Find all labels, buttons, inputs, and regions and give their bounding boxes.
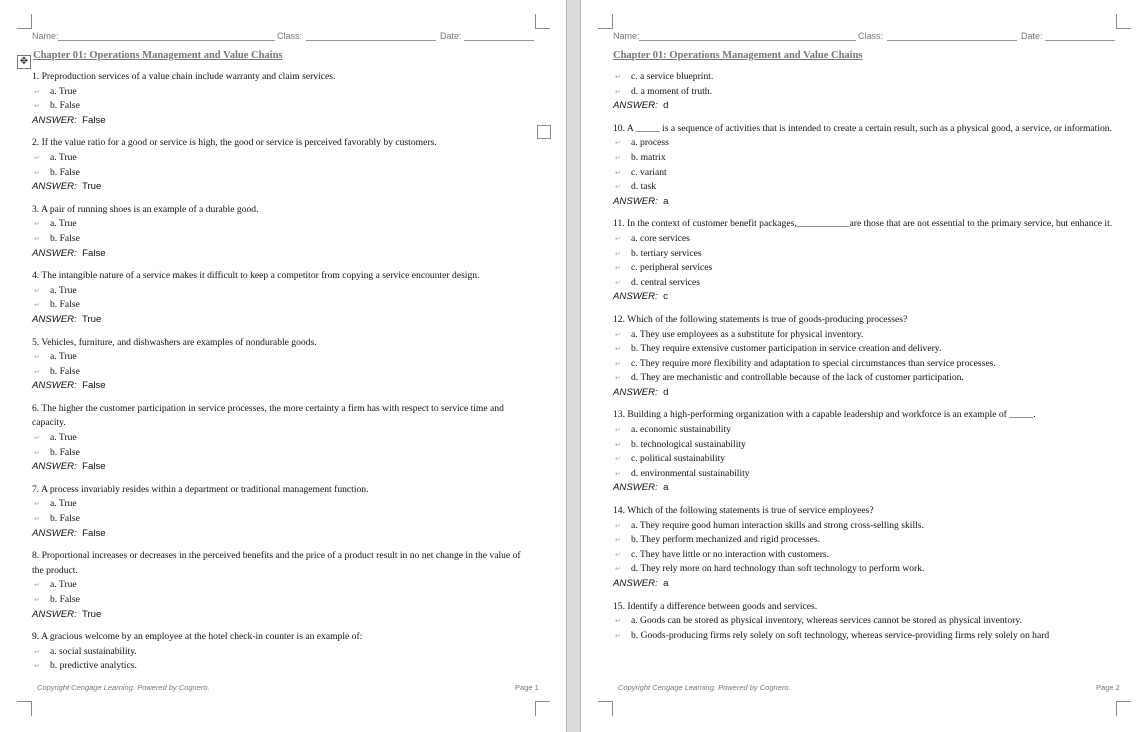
answer-option: ↵ d. They are mechanistic and controllable because of the lack of customer participation. — [613, 371, 1113, 386]
answer-value: a — [663, 578, 669, 589]
answer-option: ↵ b. predictive analytics. — [32, 659, 532, 674]
answer-option: ↵ d. They rely more on hard technology than soft technology to perform work. — [613, 562, 1113, 577]
corner-mark — [17, 14, 32, 29]
answer-label: ANSWER: — [32, 247, 77, 259]
class-label: Class: — [858, 31, 884, 41]
answer-line — [613, 290, 1113, 305]
answer-option: ↵ b. technological sustainability — [613, 438, 1113, 453]
name-line[interactable] — [58, 40, 275, 41]
answer-line — [32, 527, 532, 542]
footer-page-number: Page 1 — [515, 683, 539, 692]
answer-value: d — [663, 100, 669, 112]
answer-line — [32, 114, 532, 129]
question-text: 13. Building a high-performing organization with a capable leadership and workforce is an example of _____. — [613, 409, 1036, 421]
answer-value: False — [82, 380, 106, 392]
answer-label: ANSWER: — [32, 608, 77, 620]
question-list — [32, 70, 532, 674]
answer-option: ↵ c. They require more flexibility and adaptation to special circumstances than service processes. — [613, 357, 1113, 372]
answer-option: ↵ a. True — [32, 497, 532, 512]
page-header — [613, 31, 1118, 43]
question-text: 6. The higher the customer participation in service processes, the more certainty a firm has with respect to service time and capacity. — [32, 402, 504, 429]
corner-mark — [535, 701, 550, 716]
answer-line — [613, 195, 1113, 210]
answer-option: ↵ d. central services — [613, 276, 1113, 291]
corner-mark — [1116, 701, 1131, 716]
table-move-handle-icon[interactable]: ✥ — [17, 55, 31, 69]
answer-option: ↵ a. economic sustainability — [613, 423, 1113, 438]
question-text: 12. Which of the following statements is true of goods-producing processes? — [613, 313, 908, 325]
answer-line — [32, 608, 532, 623]
answer-line — [32, 313, 532, 328]
answer-option: ↵ d. task — [613, 180, 1113, 195]
answer-value: False — [82, 527, 106, 539]
name-line[interactable] — [639, 40, 856, 41]
answer-option: ↵ b. They require extensive customer participation in service creation and delivery. — [613, 342, 1113, 357]
name-label: Name: — [32, 31, 59, 41]
footer-copyright: Copyright Cengage Learning. Powered by Cognero. — [37, 683, 210, 692]
answer-option: ↵ b. False — [32, 512, 532, 527]
question-list — [613, 70, 1113, 643]
answer-option: ↵ a. True — [32, 217, 532, 232]
answer-option: ↵ b. False — [32, 365, 532, 380]
answer-option: ↵ a. True — [32, 151, 532, 166]
answer-option: ↵ a. core services — [613, 232, 1113, 247]
answer-line — [613, 99, 1113, 114]
answer-label: ANSWER: — [613, 386, 658, 398]
answer-option: ↵ b. False — [32, 298, 532, 313]
corner-mark — [598, 14, 613, 29]
answer-option: ↵ b. tertiary services — [613, 247, 1113, 262]
answer-line — [613, 481, 1113, 496]
answer-option: ↵ b. They perform mechanized and rigid processes. — [613, 533, 1113, 548]
document-page-1 — [0, 0, 566, 732]
answer-value: True — [81, 181, 102, 193]
answer-option: ↵ c. variant — [613, 166, 1113, 181]
question-text: 2. If the value ratio for a good or service is high, the good or service is perceived favorably by customers. — [32, 137, 437, 149]
answer-option: ↵ b. False — [32, 232, 532, 247]
answer-option: ↵ b. Goods-producing firms rely solely on soft technology, whereas service-providing firms rely solely on hard — [613, 629, 1113, 644]
question-text: 9. A gracious welcome by an employee at the hotel check-in counter is an example of: — [32, 631, 363, 643]
corner-mark — [598, 701, 613, 716]
footer-copyright: Copyright Cengage Learning. Powered by Cognero. — [618, 683, 791, 692]
answer-label: ANSWER: — [613, 578, 658, 589]
answer-label: ANSWER: — [32, 380, 77, 392]
answer-label: ANSWER: — [32, 114, 77, 126]
name-label: Name: — [613, 31, 640, 41]
answer-label: ANSWER: — [32, 527, 77, 539]
answer-value: False — [82, 247, 106, 259]
answer-option: ↵ c. They have little or no interaction with customers. — [613, 548, 1113, 563]
question-text: 7. A process invariably resides within a department or traditional management function. — [32, 483, 369, 495]
question-text: 11. In the context of customer benefit packages,___________are those that are not essential to the primary service, but enhance it. — [613, 218, 1113, 230]
answer-option: ↵ b. matrix — [613, 151, 1113, 166]
answer-option: ↵ a. They require good human interaction skills and strong cross-selling skills. — [613, 519, 1113, 534]
answer-option: ↵ a. process — [613, 136, 1113, 151]
answer-label: ANSWER: — [613, 195, 658, 207]
question-text: 8. Proportional increases or decreases in the perceived benefits and the price of a product result in no net change in the value of the product. — [32, 550, 521, 576]
answer-label: ANSWER: — [613, 291, 658, 303]
question-text: 1. Preproduction services of a value chain include warranty and claim services. — [32, 71, 336, 82]
answer-option: ↵ a. True — [32, 431, 532, 446]
answer-option: ↵ b. False — [32, 446, 532, 461]
answer-label: ANSWER: — [32, 181, 77, 193]
answer-label: ANSWER: — [32, 313, 77, 325]
answer-value: False — [82, 461, 106, 473]
class-line[interactable] — [306, 40, 436, 41]
question-text: 3. A pair of running shoes is an example of a durable good. — [32, 203, 259, 215]
class-line[interactable] — [887, 40, 1017, 41]
answer-option: ↵ b. False — [32, 593, 532, 608]
question-text: 5. Vehicles, furniture, and dishwashers are examples of nondurable goods. — [32, 336, 317, 348]
corner-mark — [535, 14, 550, 29]
page-gutter — [566, 0, 581, 732]
answer-option: ↵ c. peripheral services — [613, 261, 1113, 276]
question-text: 14. Which of the following statements is true of service employees? — [613, 505, 874, 517]
page-header — [32, 31, 537, 43]
answer-option: ↵ a. True — [32, 284, 532, 299]
question-text: 4. The intangible nature of a service makes it difficult to keep a competitor from copying a service encounter design. — [32, 270, 480, 282]
answer-line — [32, 379, 532, 394]
answer-option: ↵ a. They use employees as a substitute for physical inventory. — [613, 328, 1113, 343]
answer-value: c — [663, 291, 668, 303]
answer-label: ANSWER: — [32, 461, 77, 473]
answer-option: ↵ b. False — [32, 99, 532, 114]
answer-value: False — [82, 114, 106, 126]
answer-option: ↵ b. False — [32, 166, 532, 181]
class-label: Class: — [277, 31, 303, 41]
date-line[interactable] — [1045, 40, 1115, 41]
date-label: Date: — [1021, 31, 1043, 41]
document-page-2 — [581, 0, 1148, 732]
answer-line — [32, 460, 532, 475]
answer-option: ↵ a. True — [32, 578, 532, 593]
answer-value: True — [81, 608, 102, 620]
answer-line — [613, 386, 1113, 401]
answer-line — [32, 180, 532, 195]
answer-label: ANSWER: — [613, 482, 658, 494]
answer-line — [613, 577, 1113, 592]
date-line[interactable] — [464, 40, 534, 41]
question-text: 15. Identify a difference between goods and services. — [613, 600, 818, 612]
answer-option: ↵ c. a service blueprint. — [613, 70, 1113, 85]
answer-line — [32, 247, 532, 262]
date-label: Date: — [440, 31, 462, 41]
answer-option: ↵ d. a moment of truth. — [613, 85, 1113, 100]
answer-option: ↵ d. environmental sustainability — [613, 467, 1113, 482]
answer-option: ↵ c. political sustainability — [613, 452, 1113, 467]
answer-value: True — [81, 313, 102, 325]
answer-option: ↵ a. True — [32, 85, 532, 100]
answer-value: d — [663, 386, 669, 398]
answer-option: ↵ a. social sustainability. — [32, 645, 532, 660]
footer-page-number: Page 2 — [1096, 683, 1120, 692]
answer-label: ANSWER: — [613, 100, 658, 112]
answer-option: ↵ a. Goods can be stored as physical inventory, whereas services cannot be stored as physical inventory. — [613, 614, 1113, 629]
chapter-title: Chapter 01: Operations Management and Value Chains — [33, 50, 283, 61]
table-resize-handle-icon[interactable] — [537, 125, 551, 139]
question-text: 10. A _____ is a sequence of activities that is intended to create a certain result, such as a physical good, a service, or information. — [613, 122, 1112, 134]
answer-option: ↵ a. True — [32, 350, 532, 365]
answer-value: a — [663, 195, 669, 207]
corner-mark — [17, 701, 32, 716]
corner-mark — [1116, 14, 1131, 29]
answer-value: a — [663, 482, 669, 494]
chapter-title: Chapter 01: Operations Management and Value Chains — [613, 50, 863, 61]
